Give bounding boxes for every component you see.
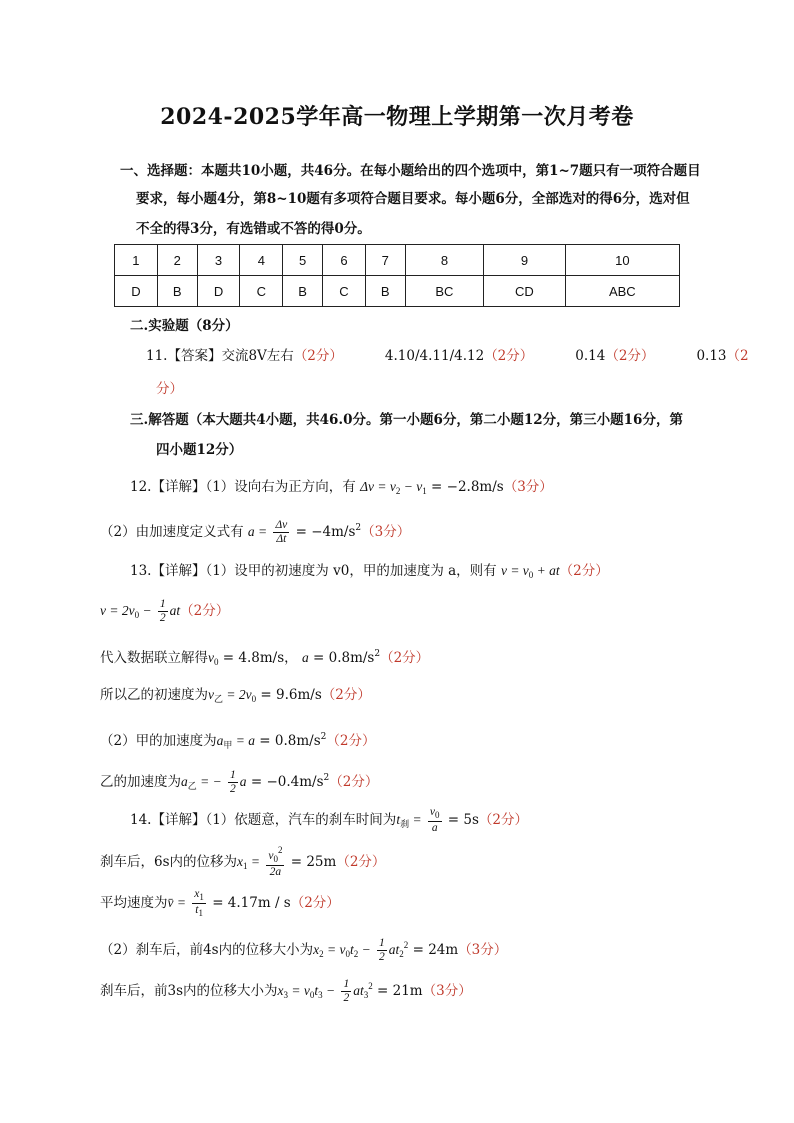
answer-table (114, 244, 680, 307)
q11-value-3: 0.14 (575, 348, 606, 364)
q11-score-1: （2分） (293, 348, 343, 364)
question-number: 5 (283, 245, 323, 276)
section3-heading-line2: 四小题12分） (156, 442, 243, 458)
q14-line1-score: （2分） (478, 812, 529, 828)
q14-line4-text: （2）刹车后，前4s内的位移大小为 (100, 942, 314, 958)
q14-line1-result: = 5s (447, 812, 479, 828)
answer-table-answer-row (115, 276, 680, 307)
answer-cell: D (197, 276, 240, 307)
answer-cell: B (157, 276, 197, 307)
q11-score-3: （2分） (605, 348, 655, 364)
q14-line2-score: （2分） (336, 853, 386, 870)
q13-line3-score: （2分） (380, 650, 430, 666)
answer-cell: B (365, 276, 405, 307)
q14-line1-text: 14.【详解】（1）依题意，汽车的刹车时间为 (130, 812, 397, 828)
question-number: 9 (484, 245, 565, 276)
q13-line1-score: （2分） (559, 563, 609, 579)
q12-line2-text: （2）由加速度定义式有 (100, 524, 244, 540)
q14-line5-text: 刹车后，前3s内的位移大小为 (100, 983, 278, 999)
section1-line2: 要求，每小题4分，第8~10题有多项符合题目要求。每小题6分，全部选对的得6分，选对但 (136, 191, 690, 207)
q13-line4: 所以乙的初速度为$v_乙 = 2v_0 = 9.6m/s(2$分） (100, 687, 371, 704)
q14-line2-result: = 25m (290, 853, 337, 870)
q13-line5-score: （2分） (326, 733, 376, 749)
section1-line3: 不全的得3分，有选错或不答的得0分。 (136, 221, 371, 237)
answer-cell: D (115, 276, 158, 307)
q11-answer-line (146, 341, 749, 371)
q14-line4-result: = 24m (412, 942, 459, 958)
q13-line4-result: = 9.6m/s (260, 687, 322, 703)
q13-line6-score: （2分） (329, 774, 379, 790)
q12-line1 (130, 472, 553, 506)
question-number: 6 (323, 245, 366, 276)
answer-table-number-row (115, 245, 680, 276)
q13-line4-text: 所以乙的初速度为 (100, 687, 208, 703)
q12-formula-dv: $\Delta v = v_2 - v_1$ (360, 479, 427, 496)
question-number: 7 (365, 245, 405, 276)
q13-line2: $v = 2v_0$ − $\frac{1}{2}$ at（2分） (100, 597, 230, 624)
q13-line3: 代入数据联立解得$v_0 = 4.8m/s$， $a = 0.8m/s^2(2$分） (100, 649, 430, 667)
section1-line1: 一、选择题：本题共10小题，共46分。在每小题给出的四个选项中，第1~7题只有一项符合题目 (120, 163, 701, 179)
question-number: 8 (405, 245, 484, 276)
q13-formula-2: $v = 2v_0$ − (100, 603, 152, 620)
question-number: 10 (565, 245, 679, 276)
q14-line3: 平均速度为v̄ = $\frac{x_1}{t_1}$ = 4.17m / s（2分） (100, 888, 340, 918)
q14-fraction-1: $\frac{v_0}{a}$ (429, 805, 440, 834)
q13-line5-text: （2）甲的加速度为 (100, 733, 217, 749)
q11-value-2: 4.10/4.11/4.12 (384, 348, 485, 364)
q13-line4-score: （2分） (321, 687, 371, 703)
q13-line3-v0: = 4.8m/s (222, 650, 285, 666)
section3-heading-line1: 三.解答题（本大题共4小题，共46.0分。第一小题6分，第二小题12分，第三小题16分，第 (130, 412, 683, 428)
answer-cell: ABC (565, 276, 679, 307)
q13-formula-1: $v = v_0$ + at (500, 563, 560, 580)
q14-line1: 14.【详解】（1）依题意，汽车的刹车时间为$t_刹$ = $\frac{v_0}{a}$ = 5s（2分） (130, 805, 529, 834)
question-number: 4 (240, 245, 283, 276)
q14-line2-text: 刹车后，6s内的位移为 (100, 853, 238, 870)
q13-line6-text: 乙的加速度为 (100, 774, 181, 790)
section2-heading: 二.实验题（8分） (130, 318, 239, 334)
q13-line6-result: = −0.4m/s (250, 774, 324, 790)
answer-cell: C (240, 276, 283, 307)
q14-line5-score: （3分） (422, 983, 472, 999)
q14-line5: 刹车后，前3s内的位移大小为$x_3 = v_0t_3$ − $\frac{1}{2}$ $at_3^2 = 21m(3$分） (100, 977, 472, 1004)
q11-score-2: （2分） (484, 348, 534, 364)
q14-fraction-3: $\frac{x_1}{t_1}$ (194, 888, 204, 918)
q11-value-4: 0.13 (696, 348, 727, 364)
question-number: 3 (197, 245, 240, 276)
q14-fraction-2: $\frac{v_0^2}{2a}$ (268, 845, 283, 878)
q14-line4-score: （3分） (458, 942, 508, 958)
q13-line3-text: 代入数据联立解得 (100, 650, 208, 666)
q14-line3-score: （2分） (290, 895, 340, 911)
answer-cell: BC (405, 276, 484, 307)
q12-line2-result: = −4m/s (295, 524, 356, 540)
q13-line2-score: （2分） (180, 603, 230, 619)
question-number: 2 (157, 245, 197, 276)
question-number: 1 (115, 245, 158, 276)
q14-half-3: $\frac{1}{2}$ (379, 936, 385, 963)
page-title: 2024-2025学年高一物理上学期第一次月考卷 (160, 104, 634, 130)
q12-line1-text: 12.【详解】（1）设向右为正方向，有 (130, 479, 356, 495)
q13-half-2: $\frac{1}{2}$ (230, 768, 236, 795)
q11-label: 11.【答案】交流8V左右 (146, 348, 294, 364)
answer-cell: C (323, 276, 366, 307)
q13-line1 (130, 556, 609, 590)
q14-line4: （2）刹车后，前4s内的位移大小为$x_2 = v_0t_2$ − $\frac{1}{2}$ $at_2^2 = 24m(3$分） (100, 936, 508, 963)
q13-line5: （2）甲的加速度为$a_甲 = a = 0.8m/s^2(2$分） (100, 732, 376, 750)
q13-line3-a: = 0.8m/s (313, 650, 375, 666)
q13-half: $\frac{1}{2}$ (159, 597, 166, 624)
q14-half-4: $\frac{1}{2}$ (343, 977, 350, 1004)
q13-line6: 乙的加速度为$a_乙$ = − $\frac{1}{2}$ $a = -0.4m/s^2(2$分） (100, 768, 379, 795)
q12-line2: （2）由加速度定义式有 a = $\frac{\Delta v}{\Delta t}$ = $-4m/s^2(3$分） (100, 518, 411, 545)
q12-line1-score: （3分） (503, 479, 553, 495)
q12-line1-result: = −2.8m/s (431, 479, 504, 495)
q12-fraction: $\frac{\Delta v}{\Delta t}$ (275, 518, 288, 545)
q14-line5-result: = 21m (377, 983, 423, 999)
q14-line3-result: = 4.17m / s (212, 895, 291, 911)
q14-line2: 刹车后，6s内的位移为$x_1$ = $\frac{v_0^2}{2a}$ = 25m（2分） (100, 845, 386, 878)
q13-line5-result: = 0.8m/s (259, 733, 321, 749)
q11-score-4a: （2 (726, 348, 749, 364)
q14-line3-text: 平均速度为 (100, 895, 168, 911)
answer-cell: CD (484, 276, 565, 307)
q13-line1-text: 13.【详解】（1）设甲的初速度为 v0，甲的加速度为 a，则有 (130, 563, 497, 579)
q12-line2-score: （3分） (361, 524, 411, 540)
q11-score-4b: 分） (156, 381, 183, 397)
answer-cell: B (283, 276, 323, 307)
